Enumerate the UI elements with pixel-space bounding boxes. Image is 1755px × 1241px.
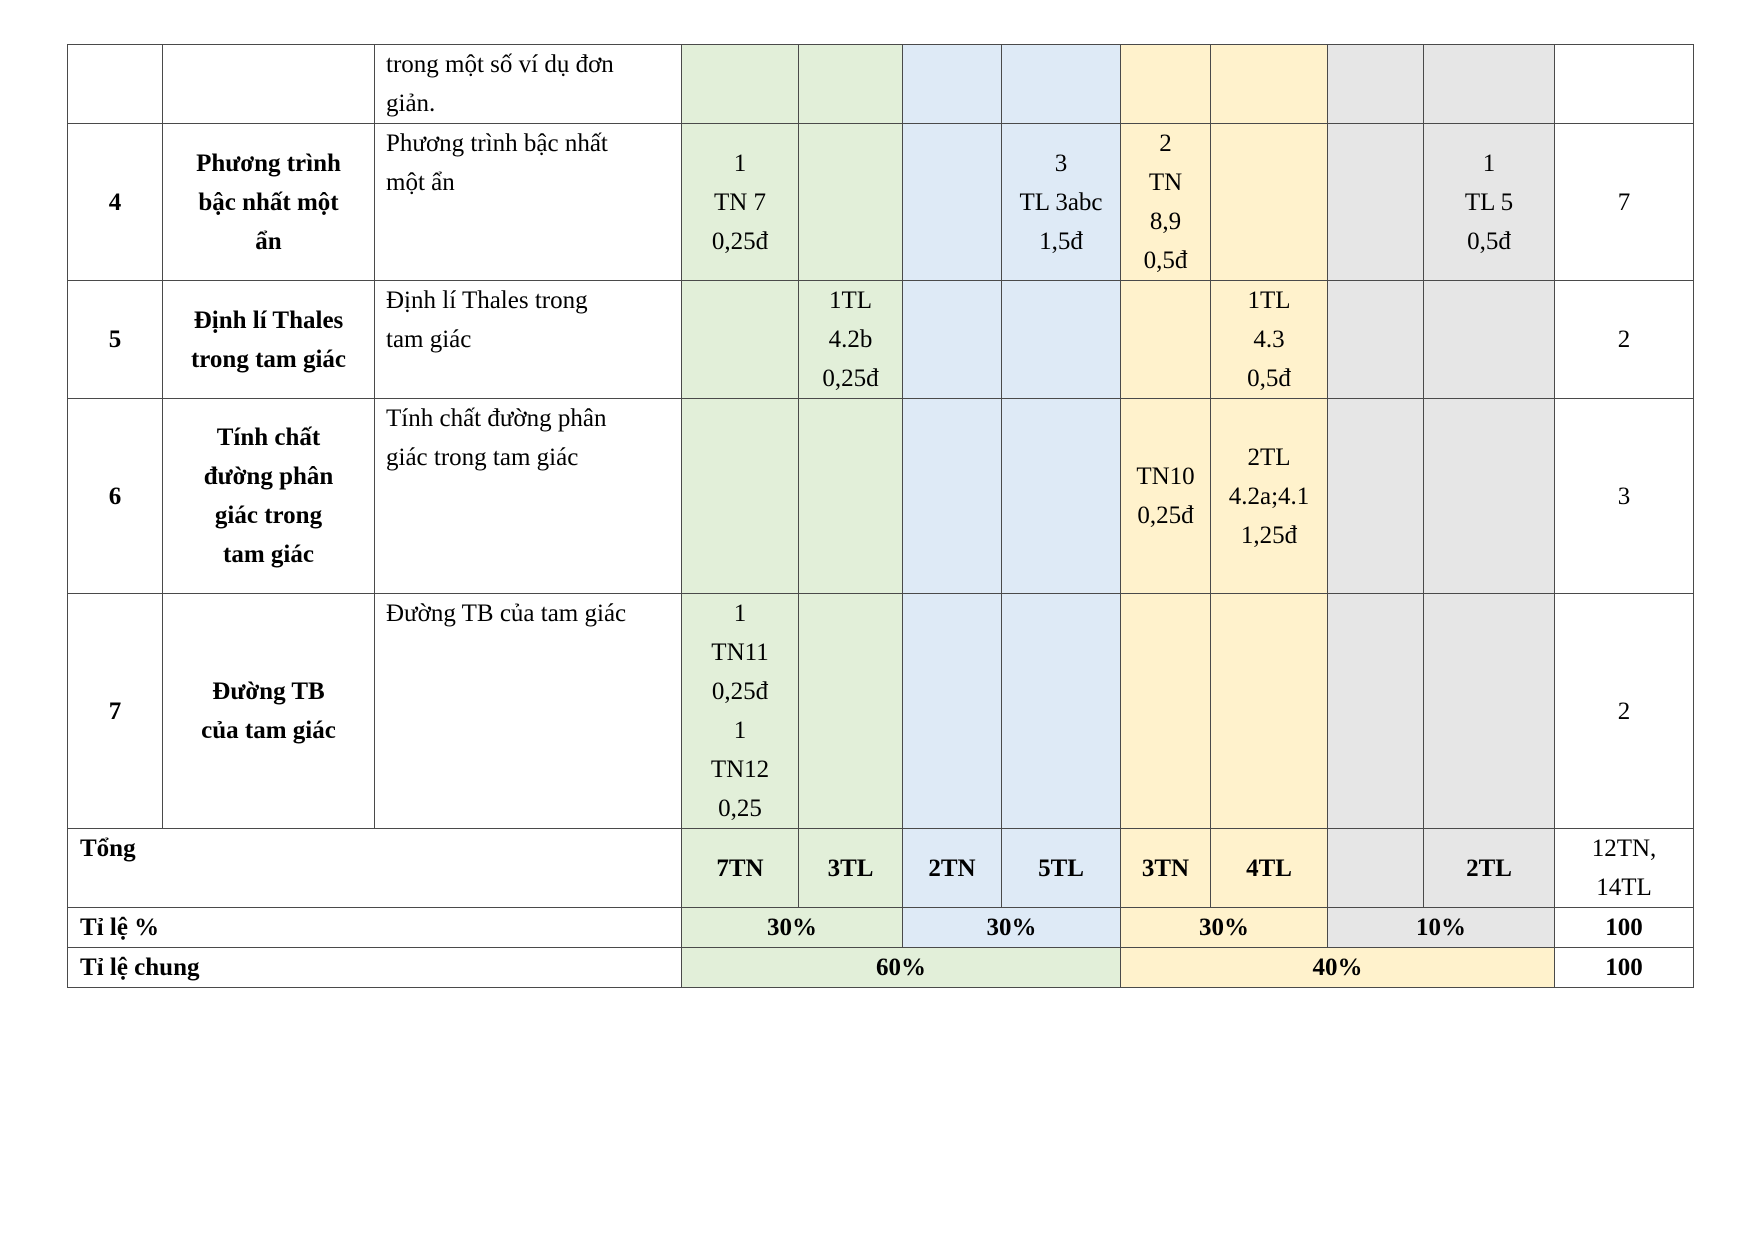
- level-line: TN 7: [713, 188, 767, 216]
- tong-value: 7TN: [682, 829, 799, 908]
- level-line: TN: [1148, 169, 1183, 196]
- level-cell: [1328, 124, 1424, 281]
- level-cell: [1121, 281, 1211, 399]
- tong-value: 3TN: [1121, 829, 1211, 908]
- tong-value: 2TL: [1424, 829, 1555, 908]
- row-number: 4: [68, 124, 163, 281]
- level-cell: [682, 399, 799, 594]
- level-cell: [1121, 124, 1211, 281]
- ti-le-chung-label: Tỉ lệ chung: [68, 948, 682, 988]
- content-line: Định lí Thales trong: [386, 287, 588, 314]
- level-line: TN12: [710, 756, 770, 783]
- content-cell: [375, 399, 682, 594]
- row-number: 6: [68, 399, 163, 594]
- level-cell: [1424, 281, 1555, 399]
- level-cell: [1211, 399, 1328, 594]
- topic-cell: [163, 281, 375, 399]
- level-line: 4.2b: [828, 326, 873, 353]
- level-cell: [1002, 124, 1121, 281]
- level-line: 1,5đ: [1039, 227, 1083, 255]
- level-line: 2TL: [1247, 443, 1291, 471]
- row-total: [1555, 45, 1694, 124]
- level-cell: [1211, 281, 1328, 399]
- level-cell: [903, 594, 1002, 829]
- level-cell: [799, 45, 903, 124]
- level-line: 1: [733, 600, 747, 627]
- level-line: TN11: [711, 639, 769, 666]
- topic-line: Tính chất: [216, 424, 321, 451]
- tong-total-line: 14TL: [1596, 874, 1652, 901]
- level-cell: [903, 45, 1002, 124]
- content-cell: [375, 281, 682, 399]
- row-number: 7: [68, 594, 163, 829]
- level-line: 0,5đ: [1467, 227, 1511, 255]
- level-cell: [682, 594, 799, 829]
- level-line: 0,5đ: [1143, 247, 1188, 274]
- table-row: [68, 124, 1694, 281]
- level-cell: [903, 399, 1002, 594]
- tong-total-line: 12TN,: [1591, 835, 1657, 862]
- content-cell: [375, 594, 682, 829]
- level-cell: [1211, 45, 1328, 124]
- topic-line: ẩn: [255, 227, 282, 255]
- content-cell: [375, 45, 682, 124]
- level-line: 1,25đ: [1240, 521, 1298, 549]
- topic-line: của tam giác: [201, 717, 336, 744]
- row-number: 5: [68, 281, 163, 399]
- level-line: 4.2a;4.1: [1228, 482, 1310, 510]
- level-line: 0,25đ: [711, 227, 769, 255]
- level-line: 3: [1054, 149, 1068, 177]
- ti-le-row: [68, 908, 1694, 948]
- content-line: giác trong tam giác: [386, 444, 579, 471]
- row-total: 7: [1555, 124, 1694, 281]
- level-line: TL 3abc: [1019, 188, 1103, 216]
- tong-label: Tổng: [68, 829, 682, 908]
- content-line: Tính chất đường phân: [386, 405, 607, 432]
- level-cell: [1211, 594, 1328, 829]
- level-cell: [1002, 45, 1121, 124]
- tong-value: 4TL: [1211, 829, 1328, 908]
- level-line: 2: [1159, 130, 1172, 157]
- level-cell: [1424, 594, 1555, 829]
- level-line: 1TL: [828, 287, 873, 314]
- topic-line: giác trong: [214, 502, 323, 529]
- content-line: Phương trình bậc nhất: [386, 130, 608, 157]
- level-cell: [1328, 45, 1424, 124]
- level-cell: [682, 45, 799, 124]
- topic-line: Phương trình: [196, 149, 341, 177]
- content-line: trong một số ví dụ đơn: [386, 51, 614, 78]
- level-cell: [682, 281, 799, 399]
- level-cell: [1121, 399, 1211, 594]
- level-cell: [903, 281, 1002, 399]
- row-total: 2: [1555, 594, 1694, 829]
- row-total: 3: [1555, 399, 1694, 594]
- topic-line: Đường TB: [212, 678, 325, 705]
- level-cell: [799, 594, 903, 829]
- level-cell: [682, 124, 799, 281]
- row-number: [68, 45, 163, 124]
- content-line: một ẩn: [386, 169, 455, 196]
- table-row: [68, 281, 1694, 399]
- topic-cell: [163, 399, 375, 594]
- level-cell: [903, 124, 1002, 281]
- level-cell: [1211, 124, 1328, 281]
- ti-le-value: 30%: [682, 908, 903, 948]
- tong-total: [1555, 829, 1694, 908]
- ti-le-value: 10%: [1328, 908, 1555, 948]
- level-cell: [1424, 45, 1555, 124]
- level-cell: [1328, 594, 1424, 829]
- content-line: giản.: [386, 90, 436, 117]
- topic-cell: [163, 45, 375, 124]
- tong-value: [1328, 829, 1424, 908]
- level-line: 0,25: [718, 795, 762, 822]
- ti-le-total: 100: [1555, 908, 1694, 948]
- level-line: 4.3: [1253, 326, 1285, 353]
- topic-line: đường phân: [203, 463, 334, 490]
- level-cell: [799, 399, 903, 594]
- level-line: 1: [733, 149, 747, 177]
- ti-le-chung-row: [68, 948, 1694, 988]
- level-cell: [799, 281, 903, 399]
- level-cell: [1424, 399, 1555, 594]
- ti-le-value: 30%: [1121, 908, 1328, 948]
- tong-value: 3TL: [799, 829, 903, 908]
- ti-le-value: 30%: [903, 908, 1121, 948]
- tong-row: [68, 829, 1694, 908]
- topic-line: bậc nhất một: [198, 188, 339, 216]
- level-line: TN10: [1136, 463, 1195, 490]
- table-row: [68, 45, 1694, 124]
- level-line: 8,9: [1149, 208, 1182, 235]
- content-cell: [375, 124, 682, 281]
- level-line: 1: [1482, 149, 1496, 177]
- row-total: 2: [1555, 281, 1694, 399]
- tong-value: 5TL: [1002, 829, 1121, 908]
- topic-cell: [163, 594, 375, 829]
- level-cell: [1002, 594, 1121, 829]
- level-cell: [1121, 594, 1211, 829]
- tong-value: 2TN: [903, 829, 1002, 908]
- level-cell: [1002, 281, 1121, 399]
- topic-line: trong tam giác: [190, 345, 347, 373]
- level-cell: [1424, 124, 1555, 281]
- table-row: [68, 399, 1694, 594]
- matrix-table: [67, 44, 1694, 988]
- ti-le-chung-value: 40%: [1121, 948, 1555, 988]
- level-line: 1: [733, 717, 747, 744]
- content-line: tam giác: [386, 326, 472, 353]
- level-line: TL 5: [1464, 188, 1514, 216]
- level-line: 0,5đ: [1247, 365, 1291, 392]
- ti-le-chung-value: 60%: [682, 948, 1121, 988]
- level-cell: [1328, 399, 1424, 594]
- level-line: 0,25đ: [1137, 502, 1194, 529]
- level-line: 1TL: [1247, 287, 1291, 314]
- ti-le-label: Tỉ lệ %: [68, 908, 682, 948]
- level-line: 0,25đ: [711, 678, 769, 705]
- topic-line: Định lí Thales: [193, 306, 344, 334]
- table-row: [68, 594, 1694, 829]
- level-cell: [1002, 399, 1121, 594]
- ti-le-chung-total: 100: [1555, 948, 1694, 988]
- content-line: Đường TB của tam giác: [386, 600, 627, 627]
- level-cell: [799, 124, 903, 281]
- level-line: 0,25đ: [822, 365, 879, 392]
- topic-line: tam giác: [223, 541, 314, 568]
- level-cell: [1328, 281, 1424, 399]
- level-cell: [1121, 45, 1211, 124]
- topic-cell: [163, 124, 375, 281]
